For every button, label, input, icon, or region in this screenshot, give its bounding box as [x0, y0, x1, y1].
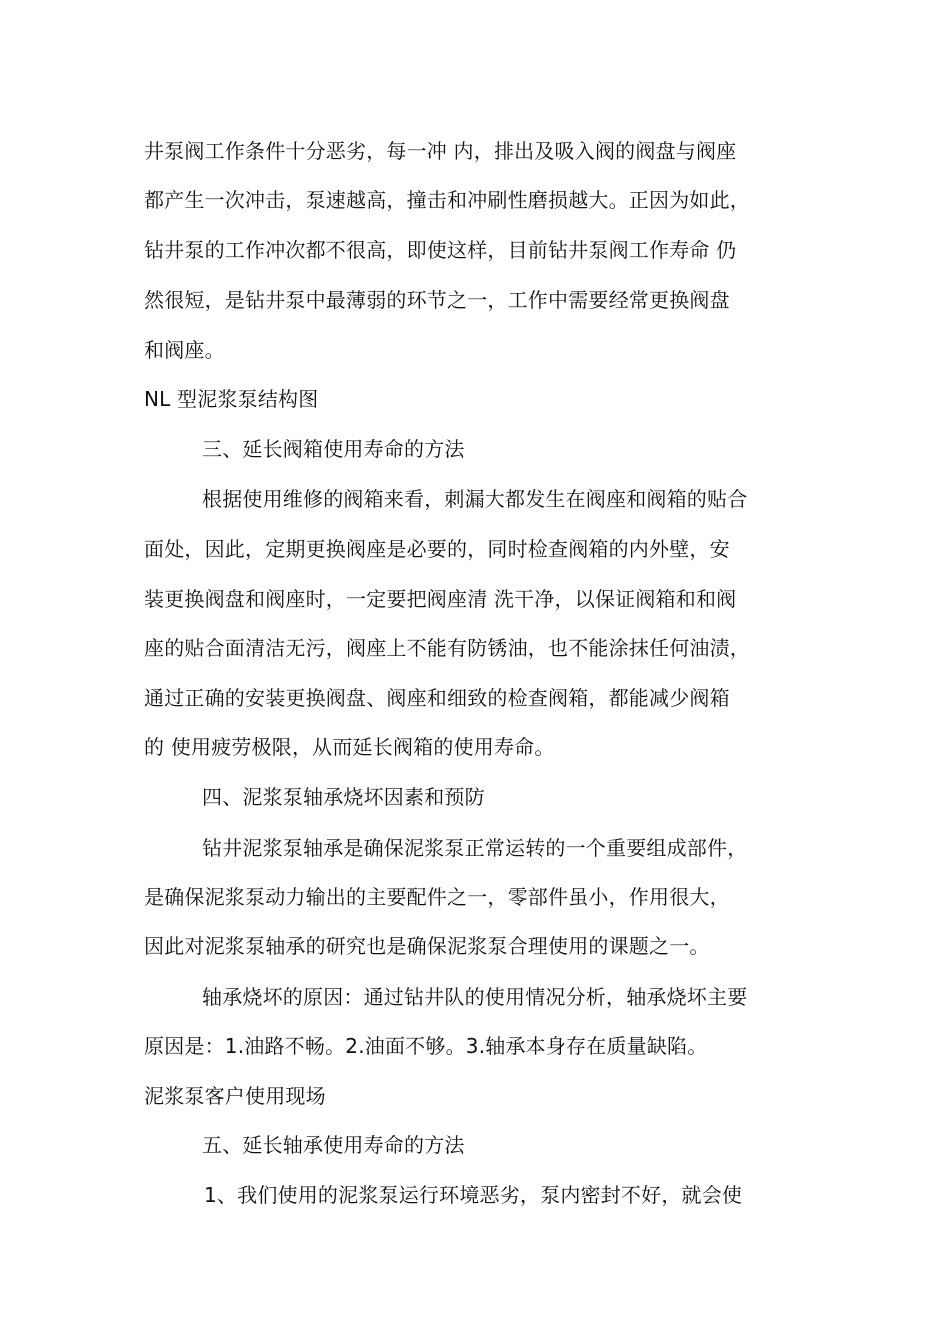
- paragraph-line: 装更换阀盘和阀座时，一定要把阀座清 洗干净，以保证阀箱和和阀: [144, 587, 737, 611]
- paragraph-line: 钻井泥浆泵轴承是确保泥浆泵正常运转的一个重要组成部件，: [202, 836, 748, 860]
- paragraph-line: 都产生一次冲击，泵速越高，撞击和冲刷性磨损越大。正因为如此，: [144, 188, 750, 212]
- section-heading: 五、延长轴承使用寿命的方法: [202, 1133, 465, 1157]
- figure-caption: NL 型泥浆泵结构图: [144, 387, 319, 411]
- paragraph-line: 根据使用维修的阀箱来看，刺漏大都发生在阀座和阀箱的贴合: [202, 487, 748, 511]
- paragraph-line: 轴承烧坏的原因：通过钻井队的使用情况分析，轴承烧坏主要: [202, 985, 748, 1009]
- paragraph-line: 因此对泥浆泵轴承的研究也是确保泥浆泵合理使用的课题之一。: [144, 934, 710, 958]
- paragraph-line: 通过正确的安装更换阀盘、阀座和细致的检查阀箱，都能减少阀箱: [144, 686, 730, 710]
- paragraph-line: 和阀座。: [144, 338, 225, 362]
- paragraph-line: 面处，因此，定期更换阀座是必要的，同时检查阀箱的内外壁，安: [144, 537, 730, 561]
- paragraph-line: 井泵阀工作条件十分恶劣，每一冲 内，排出及吸入阀的阀盘与阀座: [144, 139, 737, 163]
- paragraph-line: 1、我们使用的泥浆泵运行环境恶劣，泵内密封不好，就会使: [204, 1183, 743, 1207]
- figure-caption: 泥浆泵客户使用现场: [144, 1084, 326, 1108]
- paragraph-line: 钻井泵的工作冲次都不很高，即使这样，目前钻井泵阀工作寿命 仍: [144, 238, 737, 262]
- paragraph-line: 的 使用疲劳极限，从而延长阀箱的使用寿命。: [144, 735, 555, 759]
- section-heading: 三、延长阀箱使用寿命的方法: [202, 437, 465, 461]
- paragraph-line: 座的贴合面清洁无污，阀座上不能有防锈油，也不能涂抹任何油渍，: [144, 636, 750, 660]
- paragraph-line: 然很短，是钻井泵中最薄弱的环节之一，工作中需要经常更换阀盘: [144, 288, 730, 312]
- paragraph-line: 原因是：1.油路不畅。2.油面不够。3.轴承本身存在质量缺陷。: [144, 1034, 708, 1058]
- paragraph-line: 是确保泥浆泵动力输出的主要配件之一，零部件虽小，作用很大，: [144, 885, 730, 909]
- section-heading: 四、泥浆泵轴承烧坏因素和预防: [202, 785, 485, 809]
